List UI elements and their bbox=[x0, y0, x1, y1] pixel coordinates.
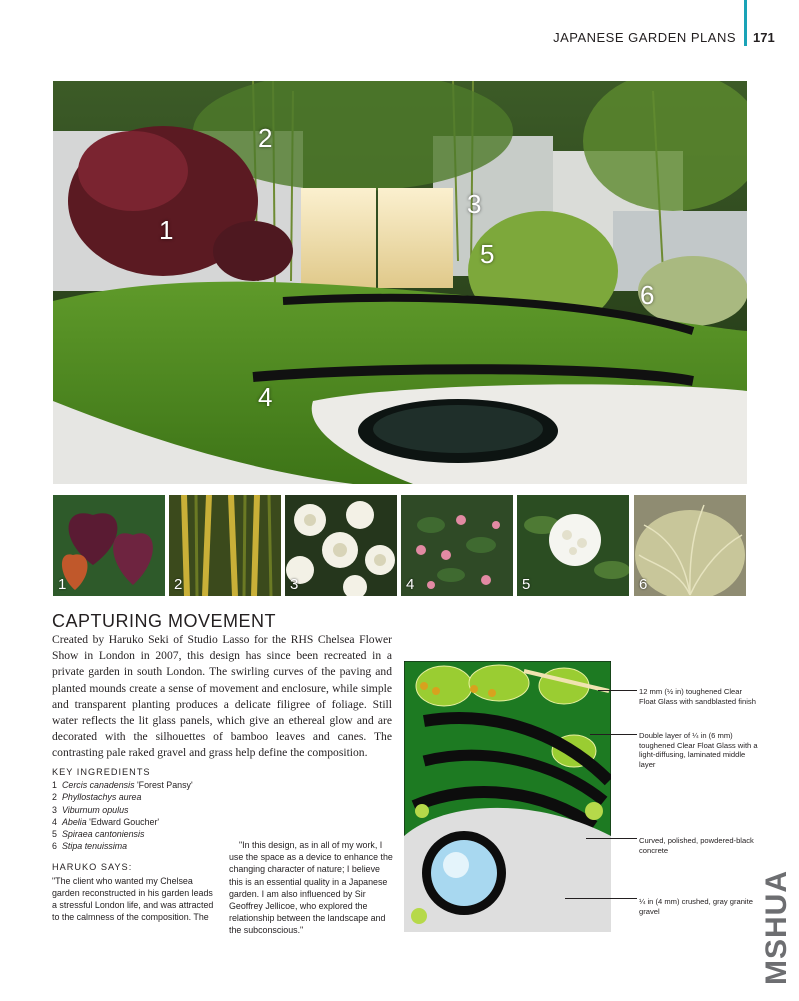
stipa-photo bbox=[634, 495, 746, 596]
intro-paragraph: Created by Haruko Seki of Studio Lasso for the RHS Chelsea Flower Show in London in 2007, this design has since been recreated in a private garden in south London. The swirling curves of the paving and planted mounds create a sense of movement and enclosure, while simple and transparent planting produces a delicate filigree of foliage. Still water reflects the lit glass panels, which give an ethereal glow and are decorated with the silhouettes of bamboo leaves and canes. The contrasting pale raked gravel and grass help define the composition. bbox=[52, 633, 392, 760]
plan-callout-concrete: Curved, polished, powdered-black concrete bbox=[639, 836, 754, 855]
photo-label-5: 5 bbox=[480, 239, 495, 269]
ingredient-item: 2 Phyllostachys aurea bbox=[52, 792, 142, 803]
abelia-photo bbox=[401, 495, 513, 596]
photo-label-2: 2 bbox=[258, 123, 273, 153]
photo-label-3: 3 bbox=[467, 189, 482, 219]
viburnum-photo bbox=[285, 495, 397, 596]
photo-label-4: 4 bbox=[258, 382, 273, 412]
thumbnail-number: 4 bbox=[406, 576, 415, 593]
thumbnail-spiraea bbox=[517, 495, 629, 596]
ingredient-item: 3 Viburnum opulus bbox=[52, 804, 129, 815]
plan-callout-glass: 12 mm (½ in) toughened Clear Float Glass with sandblasted finish bbox=[639, 687, 756, 706]
photo-label-1: 1 bbox=[159, 215, 174, 245]
thumbnail-number: 5 bbox=[522, 576, 531, 593]
bamboo-photo bbox=[169, 495, 281, 596]
plan-callout-double-glass: Double layer of ¼ in (6 mm) toughened Clear Float Glass with a light-diffusing, laminated middle layer bbox=[639, 731, 758, 769]
garden-plan bbox=[404, 661, 611, 932]
header-title: JAPANESE GARDEN PLANS bbox=[553, 30, 736, 45]
ingredient-item: 5 Spiraea cantoniensis bbox=[52, 829, 145, 840]
spiraea-photo bbox=[517, 495, 629, 596]
leaf-photo bbox=[53, 495, 165, 596]
thumbnail-viburnum bbox=[285, 495, 397, 596]
quote-paragraph-2: "In this design, as in all of my work, I use the space as a device to enhance the changing character of nature; I believe this is an essential quality in a Japanese garden. I am also influenced by Sir Geoffrey Jellicoe, who explored the relationship between the landscape and the subconscious." bbox=[229, 840, 393, 936]
key-ingredients-label: KEY INGREDIENTS bbox=[52, 767, 151, 777]
ingredient-item: 6 Stipa tenuissima bbox=[52, 841, 128, 852]
plan-callout-gravel: ¼ in (4 mm) crushed, gray granite gravel bbox=[639, 897, 753, 916]
callout-leader-3 bbox=[586, 838, 637, 839]
ingredient-item: 1 Cercis canadensis 'Forest Pansy' bbox=[52, 780, 193, 791]
quote-paragraph-1: "The client who wanted my Chelsea garden reconstructed in his garden leads a stressful London life, and was attracted to the calmness of the composition. The bbox=[52, 875, 214, 923]
brand-watermark: MSHUA bbox=[760, 870, 793, 985]
ingredients-list bbox=[52, 779, 216, 852]
ingredients-column bbox=[52, 766, 216, 923]
thumbnail-number: 6 bbox=[639, 576, 648, 593]
thumbnail-number: 2 bbox=[174, 576, 183, 593]
photo-label-6: 6 bbox=[640, 280, 655, 310]
thumbnail-number: 3 bbox=[290, 576, 299, 593]
thumbnail-bamboo bbox=[169, 495, 281, 596]
thumbnail-stipa bbox=[634, 495, 746, 596]
ingredient-item: 4 Abelia 'Edward Goucher' bbox=[52, 816, 160, 827]
thumbnail-number: 1 bbox=[58, 576, 67, 593]
quote-column bbox=[229, 766, 394, 937]
callout-leader-1 bbox=[598, 690, 637, 691]
garden-photo bbox=[53, 81, 747, 484]
section-heading: CAPTURING MOVEMENT bbox=[52, 611, 277, 631]
thumbnail-cercis bbox=[53, 495, 165, 596]
callout-leader-4 bbox=[565, 898, 637, 899]
page-number: 171 bbox=[753, 30, 775, 45]
header-accent-rule bbox=[744, 0, 747, 46]
callout-leader-2 bbox=[590, 734, 637, 735]
quote-paragraph-1-continued bbox=[229, 766, 394, 839]
garden-plan-illustration bbox=[404, 661, 611, 932]
thumbnail-abelia bbox=[401, 495, 513, 596]
haruko-says-label: HARUKO SAYS: bbox=[52, 862, 133, 873]
